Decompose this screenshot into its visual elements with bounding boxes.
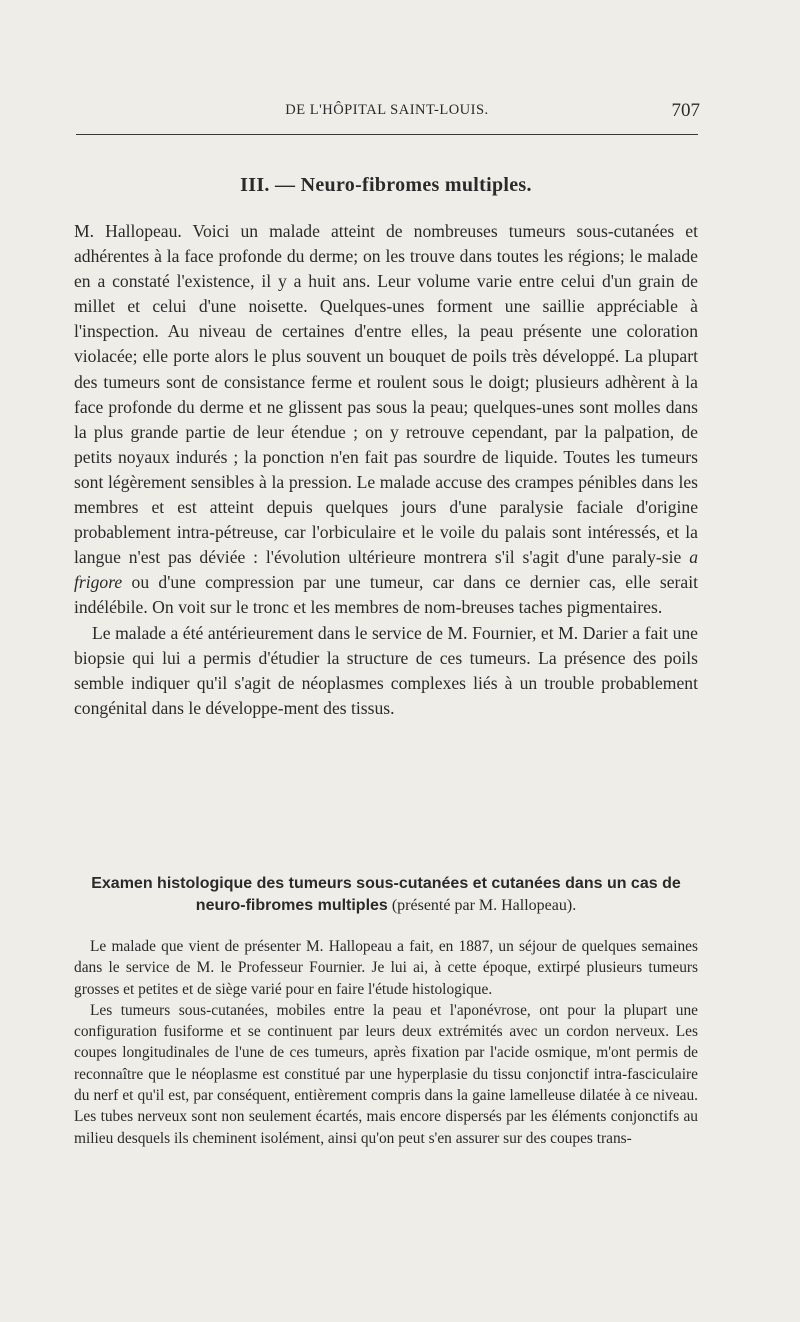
running-title: DE L'HÔPITAL SAINT-LOUIS. [285,102,489,118]
subsection-title-note: (présenté par M. Hallopeau). [387,897,577,914]
main-text [74,219,698,721]
subsection-title-bold: Examen histologique des tumeurs sous-cutanées et cutanées dans un cas de neuro-fibromes multiples [91,875,681,914]
page-number: 707 [671,100,700,121]
paragraph: Le malade a été antérieurement dans le service de M. Fournier, et M. Darier a fait une biopsie qui lui a permis d'étudier la structure de ces tumeurs. La présence des poils semble indiquer qu'il s'agit de néoplasmes complexes liés à un trouble probablement congénital dans le développe-ment des tissus. [74,622,698,718]
page-header [74,100,700,124]
paragraph: Le malade que vient de présenter M. Hallopeau a fait, en 1887, un séjour de quelques semaines dans le service de M. le Professeur Fournier. Je lui ai, à cette époque, extirpé plusieurs tumeurs grosses et petites et de siège varié pour en faire l'étude histologique. [74,938,698,998]
small-text [74,936,698,1149]
subsection-title [74,873,698,917]
paragraph: Les tumeurs sous-cutanées, mobiles entre la peau et l'aponévrose, ont pour la plupart une configuration fusiforme et se continuent par leurs deux extrémités avec un cordon nerveux. Les coupes longitudinales de l'une de ces tumeurs, après fixation par l'acide osmique, m'ont permis de reconnaître que le néoplasme est constitué par une hyperplasie du tissu conjonctif intra-fasciculaire du nerf et qu'il est, par conséquent, entièrement compris dans la gaine lamelleuse dilatée à ce niveau. Les tubes nerveux sont non seulement écartés, mais encore dispersés par les éléments conjonctifs au milieu desquels ils cheminent isolément, ainsi qu'on peut s'en assurer sur des coupes trans- [74,1001,698,1147]
paragraph-text: ou d'une compression par une tumeur, car dans ce dernier cas, elle serait indélébile. On voit sur le tronc et les membres de nom-breuses taches pigmentaires. [74,572,698,618]
paragraph [74,219,698,621]
header-rule [76,134,698,135]
section-title: III. — Neuro-fibromes multiples. [240,174,532,196]
author-name: M. Hallopeau. [74,221,182,241]
paragraph-text: Voici un malade atteint de nombreuses tumeurs sous-cutanées et adhérentes à la face profonde du derme; on les trouve dans toutes les régions; le malade en a constaté l'existence, il y a huit ans. Leur volume varie entre celui d'un grain de millet et celui d'une noisette. Quelques-unes forment une saillie appréciable à l'inspection. Au niveau de certaines d'entre elles, la peau présente une coloration violacée; elle porte alors le plus souvent un bouquet de poils très développé. La plupart des tumeurs sont de consistance ferme et roulent sous le doigt; plusieurs adhèrent à la face profonde du derme et ne glissent pas sous la peau; quelques-unes sont molles dans la plus grande partie de leur étendue ; on y retrouve cependant, par la palpation, de petits noyaux indurés ; la ponction n'en fait pas sourdre de liquide. Toutes les tumeurs sont légèrement sensibles à la pression. Le malade accuse des crampes pénibles dans les membres et est atteint depuis quelques jours d'une paralysie faciale d'origine probablement intra-pétreuse, car l'orbiculaire et le voile du palais sont intéressés, et la langue n'est pas déviée : l'évolution ultérieure montrera s'il s'agit d'une paraly-sie [74,221,698,568]
italic-phrase: a frigore [74,547,698,593]
